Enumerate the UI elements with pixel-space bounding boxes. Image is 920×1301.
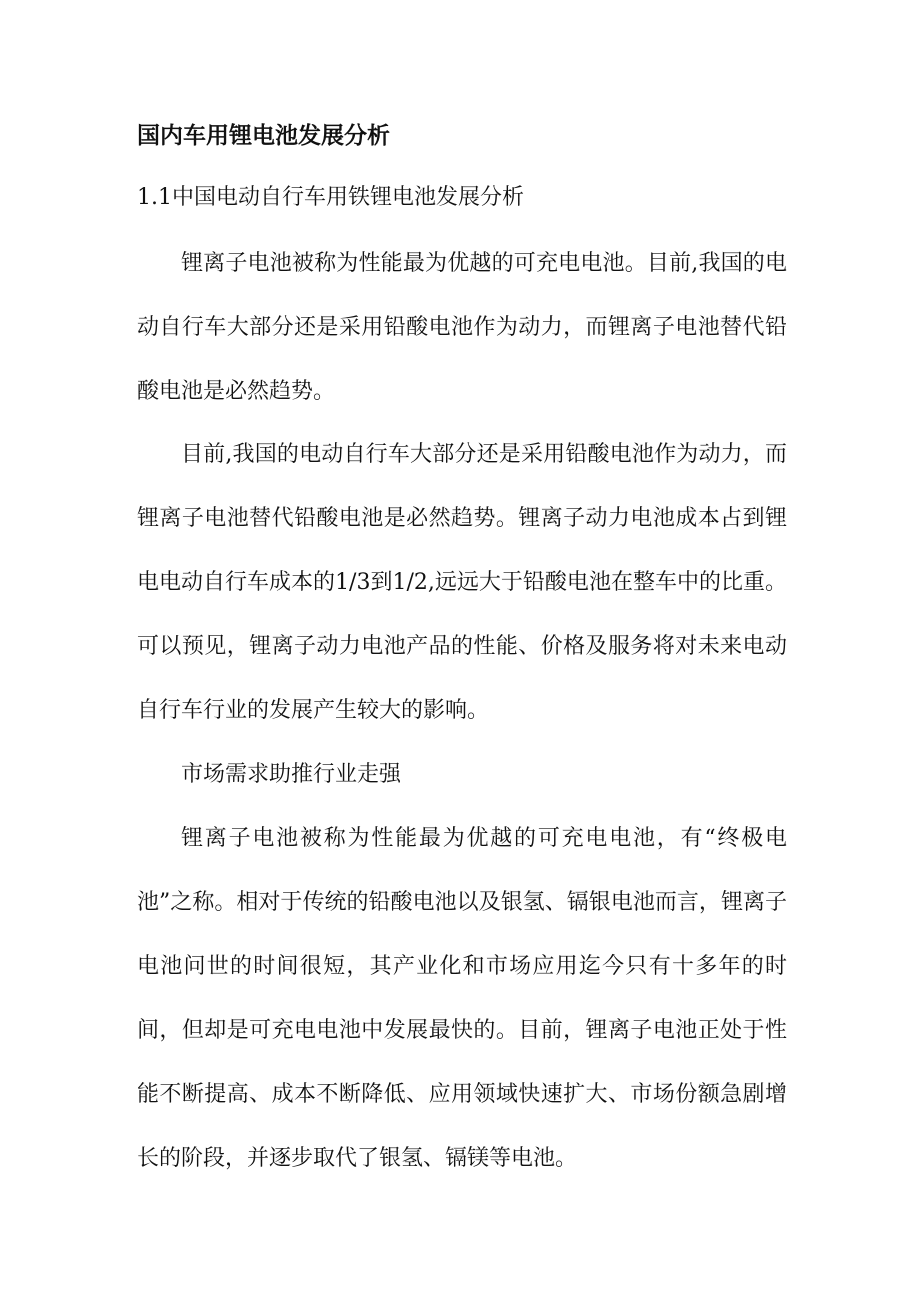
body-paragraph-1: 锂离子电池被称为性能最为优越的可充电电池。目前,我国的电动自行车大部分还是采用铅酸电池作为动力，而锂离子电池替代铅酸电池是必然趋势。 bbox=[137, 251, 787, 404]
subheading-market-demand: 市场需求助推行业走强 bbox=[181, 762, 402, 787]
section-heading: 1.1中国电动自行车用铁锂电池发展分析 bbox=[137, 185, 524, 210]
body-paragraph-2: 目前,我国的电动自行车大部分还是采用铅酸电池作为动力，而锂离子电池替代铅酸电池是必然趋势。锂离子动力电池成本占到锂电电动自行车成本的1/3到1/2,远远大于铅酸电池在整车中的比重。可以预见，锂离子动力电池产品的性能、价格及服务将对未来电动自行车行业的发展产生较大的影响。 bbox=[137, 442, 787, 723]
body-paragraph-3: 锂离子电池被称为性能最为优越的可充电电池，有“终极电池”之称。相对于传统的铅酸电池以及银氢、镉银电池而言，锂离子电池问世的时间很短，其产业化和市场应用迄今只有十多年的时间，但却是可充电电池中发展最快的。目前，锂离子电池正处于性能不断提高、成本不断降低、应用领域快速扩大、市场份额急剧增长的阶段，并逐步取代了银氢、镉镁等电池。 bbox=[137, 826, 787, 1171]
document-title: 国内车用锂电池发展分析 bbox=[137, 123, 390, 149]
